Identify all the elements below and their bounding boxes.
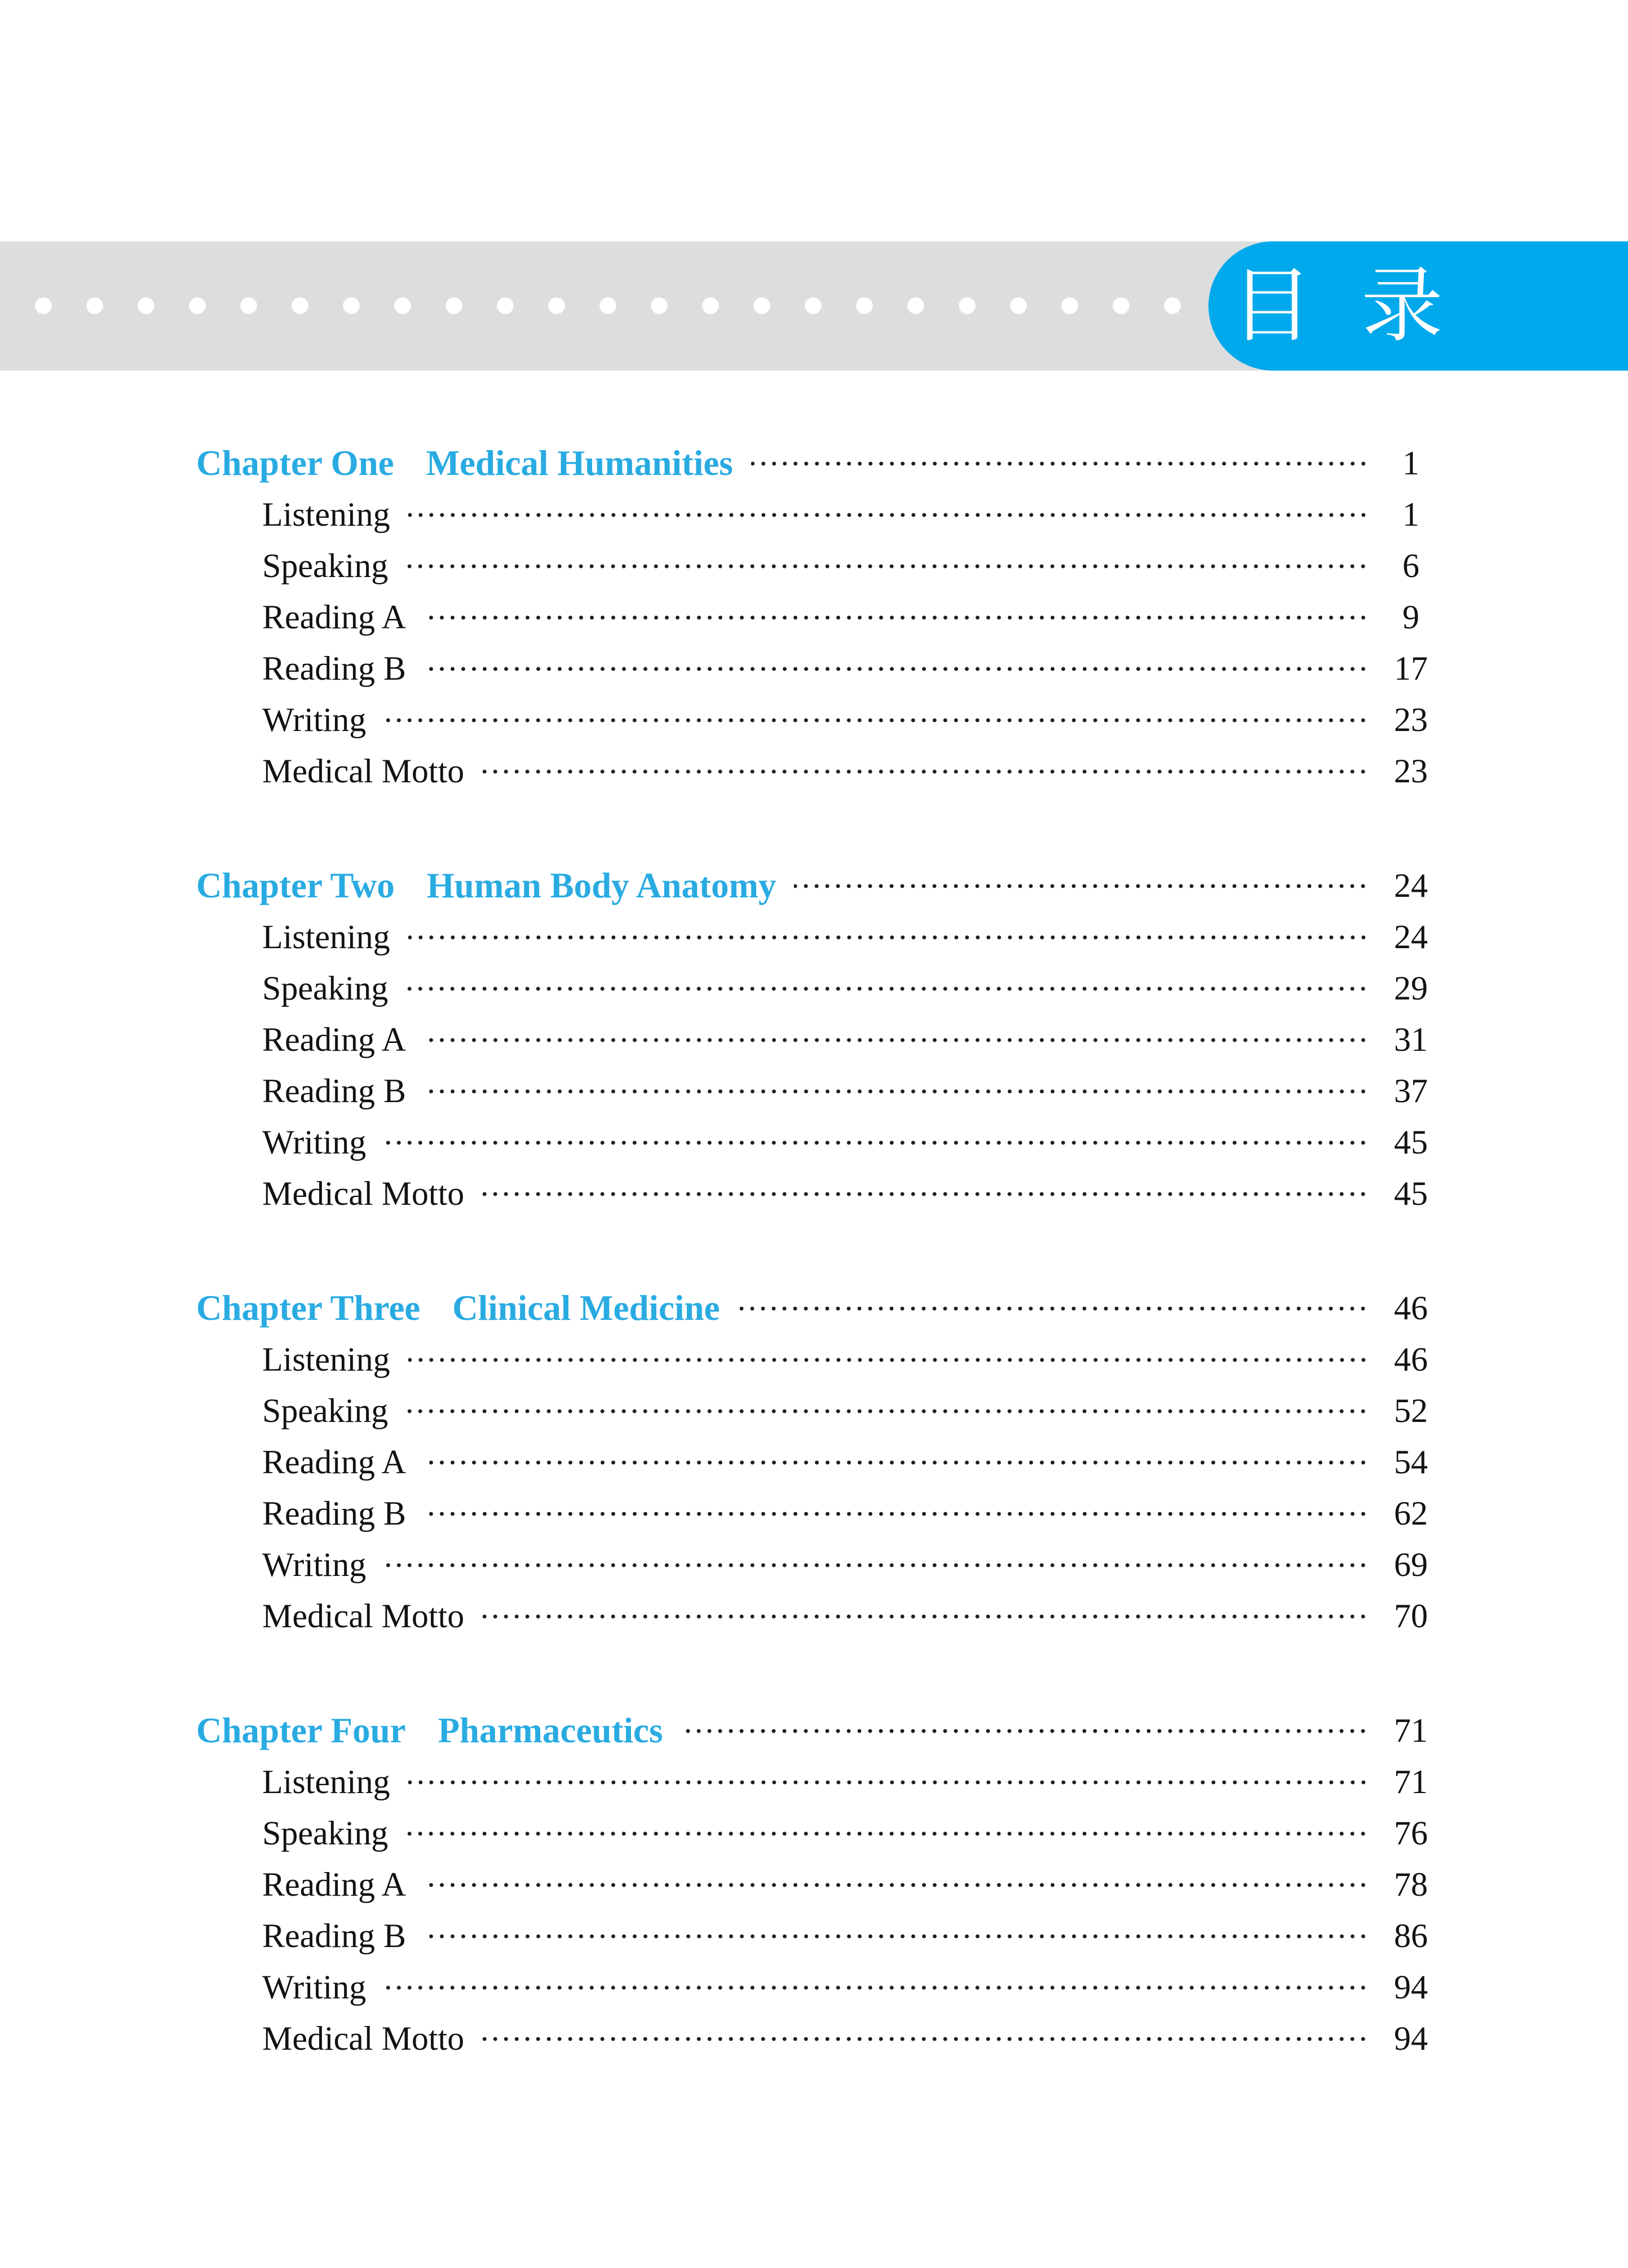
dot-leader — [384, 1971, 1369, 2005]
chapter-title: Human Body Anatomy — [426, 866, 777, 905]
dot-leader — [384, 1126, 1369, 1160]
page-number: 46 — [1394, 1341, 1428, 1378]
page-number: 31 — [1394, 1021, 1428, 1058]
toc-item-row — [0, 592, 1628, 643]
chapter-label: Chapter Three — [196, 1288, 421, 1328]
item-label: Speaking — [262, 970, 389, 1007]
page-number: 23 — [1394, 752, 1428, 790]
page-number: 54 — [1394, 1443, 1428, 1481]
toc-item-row — [0, 1910, 1628, 1962]
toc-item-row — [0, 540, 1628, 592]
item-label: Reading A — [262, 1443, 406, 1481]
chapter-heading-row — [0, 860, 1628, 911]
dot-leader — [424, 1074, 1369, 1108]
dot-leader — [406, 1817, 1369, 1851]
item-label: Listening — [262, 1341, 390, 1378]
page-number: 94 — [1394, 2020, 1428, 2057]
item-label: Reading A — [262, 1866, 406, 1903]
chapter-block-2 — [0, 860, 1628, 1219]
item-label: Listening — [262, 918, 390, 955]
page-number: 52 — [1394, 1392, 1428, 1429]
dot-leader — [408, 1343, 1369, 1377]
dot-leader — [424, 601, 1369, 635]
dot-leader — [738, 1292, 1369, 1325]
chapter-title: Pharmaceutics — [438, 1711, 663, 1750]
chapter-label: Chapter One — [196, 443, 394, 483]
item-label: Reading B — [262, 1495, 406, 1532]
dot-leader — [482, 755, 1369, 789]
page-number: 70 — [1394, 1597, 1428, 1635]
toc-item-row — [0, 489, 1628, 540]
item-label: Reading B — [262, 1917, 406, 1954]
header-dots-decoration — [35, 297, 1181, 314]
dot-leader — [384, 703, 1369, 737]
toc-item-row — [0, 1014, 1628, 1065]
toc-item-row — [0, 746, 1628, 797]
toc-item-row — [0, 1437, 1628, 1488]
dot-leader — [424, 1497, 1369, 1531]
page-number: 9 — [1402, 598, 1419, 636]
item-label: Speaking — [262, 547, 389, 584]
dot-leader — [482, 2022, 1369, 2056]
item-label: Listening — [262, 1763, 390, 1800]
item-label: Writing — [262, 1124, 367, 1161]
toc-item-row — [0, 1808, 1628, 1859]
toc-title-char-lu: 录 — [1361, 258, 1443, 354]
page-number: 37 — [1394, 1072, 1428, 1109]
page-number: 62 — [1394, 1495, 1428, 1532]
toc-item-row — [0, 1539, 1628, 1591]
toc-title-pill — [1208, 241, 1628, 371]
page-number: 76 — [1394, 1815, 1428, 1852]
item-label: Writing — [262, 1546, 367, 1583]
item-label: Speaking — [262, 1815, 389, 1852]
dot-leader — [751, 447, 1369, 481]
toc-title-char-mu: 目 — [1231, 258, 1313, 354]
item-label: Reading B — [262, 1072, 406, 1109]
page-number: 45 — [1394, 1175, 1428, 1212]
item-label: Medical Motto — [262, 752, 465, 790]
item-label: Writing — [262, 1968, 367, 2006]
page-number: 24 — [1394, 867, 1428, 904]
chapter-block-3 — [0, 1283, 1628, 1642]
toc-item-row — [0, 1065, 1628, 1117]
toc-item-row — [0, 1334, 1628, 1385]
dot-leader — [424, 1868, 1369, 1902]
page-number: 1 — [1402, 444, 1419, 482]
page-number: 6 — [1402, 547, 1419, 584]
page-number: 71 — [1394, 1763, 1428, 1800]
chapter-title: Clinical Medicine — [452, 1288, 720, 1328]
dot-leader — [424, 1023, 1369, 1057]
chapter-block-1 — [0, 438, 1628, 797]
dot-leader — [408, 498, 1369, 532]
item-label: Reading A — [262, 598, 406, 636]
page-number: 24 — [1394, 918, 1428, 955]
toc-item-row — [0, 643, 1628, 694]
toc-item-row — [0, 963, 1628, 1014]
page-number: 94 — [1394, 1968, 1428, 2006]
toc-item-row — [0, 1117, 1628, 1168]
item-label: Speaking — [262, 1392, 389, 1429]
page-number: 1 — [1402, 496, 1419, 533]
chapter-heading-row — [0, 1283, 1628, 1334]
dot-leader — [408, 1765, 1369, 1799]
toc-item-row — [0, 694, 1628, 746]
toc-list — [0, 438, 1628, 2064]
item-label: Medical Motto — [262, 1597, 465, 1635]
item-label: Listening — [262, 496, 390, 533]
toc-item-row — [0, 911, 1628, 963]
page-number: 86 — [1394, 1917, 1428, 1954]
page-number: 45 — [1394, 1124, 1428, 1161]
chapter-title: Medical Humanities — [426, 443, 733, 483]
dot-leader — [406, 972, 1369, 1006]
dot-leader — [482, 1177, 1369, 1211]
dot-leader — [384, 1548, 1369, 1582]
dot-leader — [482, 1600, 1369, 1633]
chapter-block-4 — [0, 1705, 1628, 2064]
item-label: Reading B — [262, 650, 406, 687]
item-label: Writing — [262, 701, 367, 738]
page-number: 23 — [1394, 701, 1428, 738]
item-label: Medical Motto — [262, 1175, 465, 1212]
page-number: 78 — [1394, 1866, 1428, 1903]
toc-item-row — [0, 1962, 1628, 2013]
dot-leader — [424, 1919, 1369, 1953]
page-number: 29 — [1394, 970, 1428, 1007]
chapter-heading-row — [0, 438, 1628, 489]
toc-item-row — [0, 1385, 1628, 1437]
toc-item-row — [0, 1168, 1628, 1219]
dot-leader — [406, 549, 1369, 583]
dot-leader — [681, 1714, 1369, 1748]
item-label: Medical Motto — [262, 2020, 465, 2057]
page-number: 17 — [1394, 650, 1428, 687]
dot-leader — [424, 1446, 1369, 1479]
toc-item-row — [0, 1859, 1628, 1910]
page-number: 71 — [1394, 1712, 1428, 1749]
chapter-label: Chapter Two — [196, 866, 395, 905]
toc-item-row — [0, 1488, 1628, 1539]
page-number: 69 — [1394, 1546, 1428, 1583]
dot-leader — [424, 652, 1369, 686]
page-number: 46 — [1394, 1289, 1428, 1327]
chapter-label: Chapter Four — [196, 1711, 406, 1750]
dot-leader — [406, 1394, 1369, 1428]
dot-leader — [794, 869, 1369, 903]
toc-item-row — [0, 1756, 1628, 1808]
dot-leader — [408, 921, 1369, 954]
chapter-heading-row — [0, 1705, 1628, 1756]
item-label: Reading A — [262, 1021, 406, 1058]
toc-item-row — [0, 1591, 1628, 1642]
toc-item-row — [0, 2013, 1628, 2064]
